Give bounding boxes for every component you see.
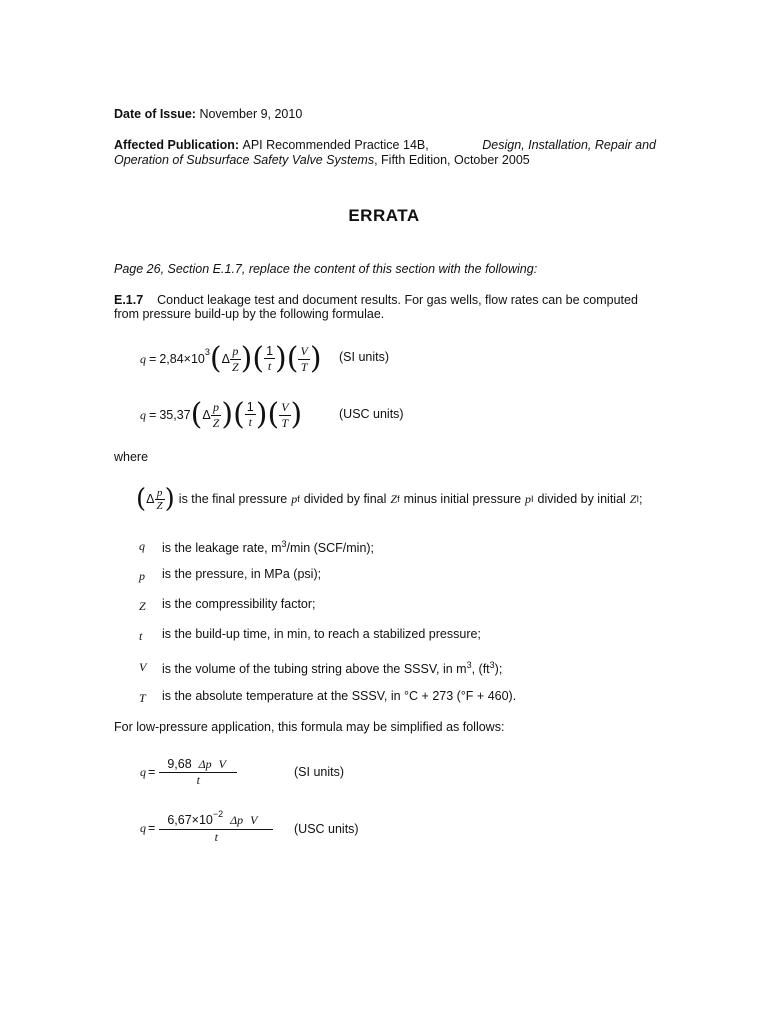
definition-delta-p-over-z <box>136 482 642 516</box>
math-q: q <box>140 820 146 835</box>
symbol-v: V <box>139 660 147 674</box>
pub-label: Affected Publication: <box>114 138 240 152</box>
right-paren: ) <box>255 397 268 432</box>
left-paren: ( <box>209 341 222 376</box>
right-paren: ) <box>275 341 287 376</box>
low-pressure-text: For low-pressure application, this formula may be simplified as follows: <box>114 720 505 734</box>
right-paren: ) <box>221 397 234 432</box>
def-pf: p <box>291 491 298 506</box>
def-zi: Z <box>629 491 637 506</box>
def-end: ; <box>639 492 643 506</box>
math-q: q <box>140 407 146 422</box>
math-eq: = <box>149 408 157 422</box>
def-sub-i: I <box>636 494 639 504</box>
formula3-t: t <box>159 772 237 788</box>
left-paren: ( <box>233 397 245 432</box>
formula1-coef: 2,84 <box>159 352 184 366</box>
formula3-v: V <box>218 756 226 771</box>
formula2-coef: 35,37 <box>159 408 191 422</box>
definition-T-text: is the absolute temperature at the SSSV, in °C + 273 (°F + 460). <box>162 689 517 703</box>
date-label: Date of Issue: <box>114 107 196 121</box>
symbol-q: q <box>139 539 145 553</box>
math-delta: Δ <box>202 408 211 422</box>
right-paren: ) <box>309 341 322 376</box>
left-paren: ( <box>267 397 280 432</box>
right-paren: ) <box>164 484 175 514</box>
math-q: q <box>140 351 146 366</box>
math-eq: = <box>149 352 157 366</box>
instruction-text: Page 26, Section E.1.7, replace the content of this section with the following: <box>114 262 538 276</box>
affected-publication-line2 <box>114 153 530 168</box>
formula4-t: t <box>159 829 273 845</box>
right-paren: ) <box>240 341 253 376</box>
affected-publication-line1 <box>114 138 656 153</box>
pub-line2-b: , Fifth Edition, October 2005 <box>374 153 530 167</box>
math-eq: = <box>148 765 156 779</box>
fraction-p-over-z: $\frac{p}{Z}$ <box>212 399 220 430</box>
fraction-v-over-t: $\frac{V}{T}$ <box>300 343 308 374</box>
math-q: q <box>140 764 146 779</box>
fraction-low-si <box>159 757 237 788</box>
formula1-base: 10 <box>190 352 205 366</box>
definition-q-text: is the leakage rate, $m^3/\min$ (SCF/min); <box>162 539 375 556</box>
formula-low-usc <box>140 808 273 848</box>
left-paren: ( <box>136 484 147 514</box>
def-text-d: divided by initial <box>537 492 626 506</box>
section-paragraph-line1 <box>114 293 638 308</box>
def-zf: Z <box>390 491 398 506</box>
formula4-exp: −2 <box>212 809 224 820</box>
section-number: E.1.7 <box>114 293 144 307</box>
right-paren: ) <box>290 397 303 432</box>
page-title: ERRATA <box>348 206 420 225</box>
where-label: where <box>114 450 149 464</box>
fraction-low-usc <box>159 811 273 844</box>
def-text-c: minus initial pressure <box>403 492 522 506</box>
formula-si <box>140 340 322 378</box>
symbol-z: Z <box>139 599 146 613</box>
math-delta: Δ <box>221 352 230 366</box>
formula4-coef: 6,67 <box>167 813 192 828</box>
fraction-one-over-t: $\frac{1}{t}$ <box>266 344 274 373</box>
formula4-dp: Δp <box>230 813 244 828</box>
fraction-p-over-z: $\frac{p}{Z}$ <box>231 343 239 374</box>
formula4-times: × <box>191 813 199 828</box>
formula2-units: (USC units) <box>339 407 404 421</box>
fraction-p-over-z: $\frac{p}{Z}$ <box>156 486 163 512</box>
def-text-b: divided by final <box>303 492 387 506</box>
formula1-times: × <box>183 352 191 366</box>
formula4-units: (USC units) <box>294 822 359 836</box>
definition-v-text: is the volume of the tubing string above the SSSV, in $m^3$, $(ft^3)$; <box>162 660 503 677</box>
left-paren: ( <box>286 341 299 376</box>
symbol-t: t <box>139 629 143 643</box>
section-text-line2: from pressure build-up by the following formulae. <box>114 307 385 321</box>
formula3-coef: 9,68 <box>167 756 192 771</box>
pub-line2-a: Operation of Subsurface Safety Valve Systems <box>114 153 375 167</box>
section-text-line1: Conduct leakage test and document results. For gas wells, flow rates can be computed <box>157 293 638 307</box>
formula4-v: V <box>250 813 258 828</box>
symbol-T: T <box>139 691 146 705</box>
symbol-p: p <box>139 569 145 583</box>
def-sub-i: I <box>531 494 534 504</box>
def-pi: p <box>525 491 532 506</box>
formula-low-si <box>140 752 237 792</box>
def-sub-f: f <box>397 494 400 504</box>
def-sub-f: f <box>297 494 300 504</box>
formula4-base: 10 <box>198 813 213 828</box>
left-paren: ( <box>252 341 265 376</box>
pub-line1-b: Design, Installation, Repair and <box>482 138 656 152</box>
fraction-one-over-t: $\frac{1}{t}$ <box>246 400 254 429</box>
formula-usc <box>140 396 302 434</box>
definition-z-text: is the compressibility factor; <box>162 597 316 611</box>
definition-t-text: is the build-up time, in min, to reach a stabilized pressure; <box>162 627 481 641</box>
def-text-a: is the final pressure <box>178 492 288 506</box>
formula1-units: (SI units) <box>339 350 390 364</box>
pub-line1-a: API Recommended Practice 14B, <box>242 138 429 152</box>
left-paren: ( <box>190 397 203 432</box>
formula3-dp: Δp <box>198 756 212 771</box>
formula1-exp: 3 <box>204 347 210 357</box>
definition-p-text: is the pressure, in MPa (psi); <box>162 567 322 581</box>
fraction-v-over-t: $\frac{V}{T}$ <box>281 399 289 430</box>
math-delta: Δ <box>146 492 155 506</box>
math-eq: = <box>148 821 156 835</box>
date-value: November 9, 2010 <box>199 107 303 121</box>
formula3-units: (SI units) <box>294 765 345 779</box>
date-of-issue <box>114 107 302 122</box>
